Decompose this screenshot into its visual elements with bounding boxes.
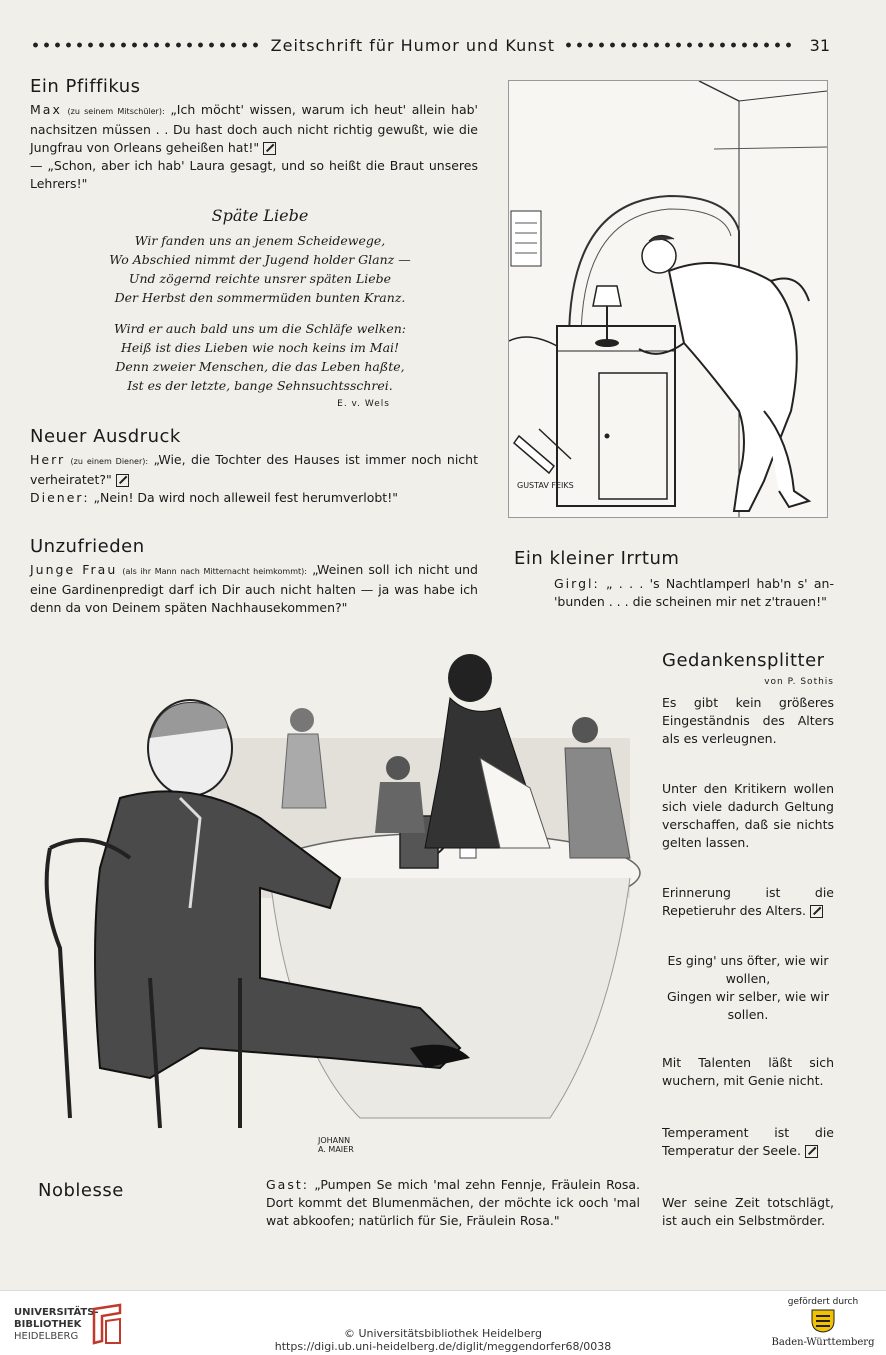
speaker-girgl: Girgl: bbox=[554, 576, 600, 591]
aphorism: Es gibt kein größeres Eingeständnis des Alters als es verleugnen. bbox=[662, 695, 834, 746]
poem-stanza-1 bbox=[60, 231, 460, 307]
section-end-icon bbox=[116, 474, 129, 487]
unzufrieden-text bbox=[30, 561, 478, 617]
aphorism-couplet bbox=[662, 952, 834, 1024]
speaker-max: Max bbox=[30, 102, 62, 117]
gedanken-section bbox=[662, 650, 834, 687]
cafe-drawing bbox=[30, 648, 642, 1168]
aphorism: Wer seine Zeit totschlägt, ist auch ein Selbstmörder. bbox=[662, 1195, 834, 1228]
gedanken-author: von P. Sothis bbox=[764, 677, 834, 687]
gedanken-title: Gedankensplitter bbox=[662, 650, 825, 671]
poem-stanza-2 bbox=[60, 319, 460, 395]
aphorism-line: Es ging' uns öfter, wie wir wollen, bbox=[667, 953, 829, 986]
page-header bbox=[30, 34, 830, 56]
state-label: Baden-Württemberg bbox=[771, 1337, 875, 1348]
speaker-diener: Diener: bbox=[30, 490, 90, 505]
irrtum-title: Ein kleiner Irrtum bbox=[514, 548, 680, 569]
dialogue-line: — „Schon, aber ich hab' Laura gesagt, und so heißt die Braut unseres Lehrers!" bbox=[30, 158, 478, 191]
poem-line: Und zögernd reichte unsrer späten Liebe bbox=[128, 271, 392, 286]
poem-author: E. v. Wels bbox=[337, 399, 390, 409]
aphorism: Unter den Kritikern wollen sich viele dadurch Geltung verschaffen, daß sie nichts gelten lassen. bbox=[662, 781, 834, 850]
section-end-icon bbox=[810, 905, 823, 918]
section-end-icon bbox=[805, 1145, 818, 1158]
irrtum-text bbox=[554, 575, 834, 611]
poem-line: Wird er auch bald uns um die Schläfe welken: bbox=[113, 321, 406, 336]
library-footer bbox=[0, 1290, 886, 1355]
page-number: 31 bbox=[809, 35, 830, 55]
speaker-herr: Herr bbox=[30, 452, 66, 467]
artist-signature: JOHANN A. MAIER bbox=[318, 1136, 354, 1154]
poem-line: Heiß ist dies Lieben wie noch keins im Mai! bbox=[120, 340, 400, 355]
stage-direction: (zu einem Diener): bbox=[70, 457, 149, 466]
unzufrieden-title: Unzufrieden bbox=[30, 536, 145, 557]
funding-block bbox=[770, 1297, 876, 1348]
poem-line: Ist es der letzte, bange Sehnsuchtsschrei. bbox=[127, 378, 393, 393]
unzufrieden-section bbox=[30, 536, 478, 617]
aphorism-line: Gingen wir selber, wie wir sollen. bbox=[667, 989, 829, 1022]
dialogue-line: „ . . . 's Nachtlamperl hab'n s' an-'bunden . . . die scheinen mir net z'trauen!" bbox=[554, 576, 834, 609]
aphorism: Erinnerung ist die Repetieruhr des Alters. bbox=[662, 885, 834, 918]
irrtum-illustration bbox=[508, 80, 828, 518]
ausdruck-title: Neuer Ausdruck bbox=[30, 426, 181, 447]
coat-of-arms-icon bbox=[770, 1307, 876, 1333]
stage-direction: (als ihr Mann nach Mitternacht heimkommt): bbox=[122, 567, 307, 576]
uni-name-line: UNIVERSITÄTS- bbox=[14, 1307, 99, 1318]
uni-name-line: HEIDELBERG bbox=[14, 1331, 79, 1342]
uni-name-line: BIBLIOTHEK bbox=[14, 1319, 82, 1330]
header-ornament-right bbox=[563, 41, 796, 49]
dialogue-line: „Wie, die Tochter des Hauses ist immer noch nicht verheiratet?" bbox=[30, 452, 478, 487]
library-emblem-icon bbox=[90, 1303, 124, 1345]
noblesse-text bbox=[266, 1176, 640, 1230]
poem-line: Wir fanden uns an jenem Scheidewege, bbox=[134, 233, 386, 248]
dialogue-line: „Pumpen Se mich 'mal zehn Fennje, Fräulein Rosa. Dort kommt det Blumenmächen, der möchte ick ooch 'mal wat abkoofen; natürlich für Sie, Fräulein Rosa." bbox=[266, 1177, 640, 1228]
dialogue-line: „Ich möcht' wissen, warum ich heut' allein hab' nachsitzen müssen . . Du hast doch auch nicht richtig gewußt, wie die Jungfrau von Orleans geheißen hat!" bbox=[30, 102, 478, 155]
aphorism: Temperament ist die Temperatur der Seele. bbox=[662, 1125, 834, 1158]
dialogue-line: „Weinen soll ich nicht und eine Gardinenpredigt darf ich Dir auch nicht halten — ja was habe ich denn da von Deinem späten Nachhausekommen?" bbox=[30, 562, 478, 615]
artist-signature: GUSTAV FEIKS bbox=[517, 481, 574, 490]
aphorism: Mit Talenten läßt sich wuchern, mit Genie nicht. bbox=[662, 1055, 834, 1088]
aphorism-container bbox=[662, 1124, 834, 1160]
speaker-junge-frau: Junge Frau bbox=[30, 562, 118, 577]
noblesse-title-block bbox=[38, 1180, 198, 1201]
speaker-gast: Gast: bbox=[266, 1177, 309, 1192]
stage-direction: (zu seinem Mitschüler): bbox=[67, 107, 165, 116]
poem-line: Denn zweier Menschen, die das Leben haßte, bbox=[115, 359, 405, 374]
pfiffikus-text bbox=[30, 101, 478, 193]
poem-section bbox=[60, 206, 460, 409]
section-end-icon bbox=[263, 142, 276, 155]
poem-title: Späte Liebe bbox=[211, 206, 309, 225]
poem-line: Der Herbst den sommermüden bunten Kranz. bbox=[114, 290, 406, 305]
noblesse-illustration bbox=[30, 648, 642, 1168]
header-ornament-left bbox=[30, 41, 263, 49]
pfiffikus-section bbox=[30, 76, 478, 193]
funded-label: gefördert durch bbox=[787, 1297, 859, 1307]
irrtum-section bbox=[514, 548, 834, 611]
poem-line: Wo Abschied nimmt der Jugend holder Glanz — bbox=[109, 252, 411, 267]
copyright-text: © Universitätsbibliothek Heidelberg bbox=[343, 1327, 542, 1340]
header-title: Zeitschrift für Humor und Kunst bbox=[270, 35, 555, 55]
bedroom-drawing bbox=[509, 81, 827, 517]
dialogue-line: „Nein! Da wird noch alleweil fest herumverlobt!" bbox=[93, 490, 398, 505]
copyright-block bbox=[243, 1327, 643, 1353]
ausdruck-section bbox=[30, 426, 478, 507]
university-library-logo bbox=[14, 1307, 99, 1343]
aphorism-container bbox=[662, 884, 834, 920]
ausdruck-text bbox=[30, 451, 478, 507]
noblesse-title: Noblesse bbox=[38, 1180, 124, 1201]
pfiffikus-title: Ein Pfiffikus bbox=[30, 76, 141, 97]
source-url-link[interactable]: https://digi.ub.uni-heidelberg.de/diglit/meggendorfer68/0038 bbox=[274, 1340, 612, 1353]
